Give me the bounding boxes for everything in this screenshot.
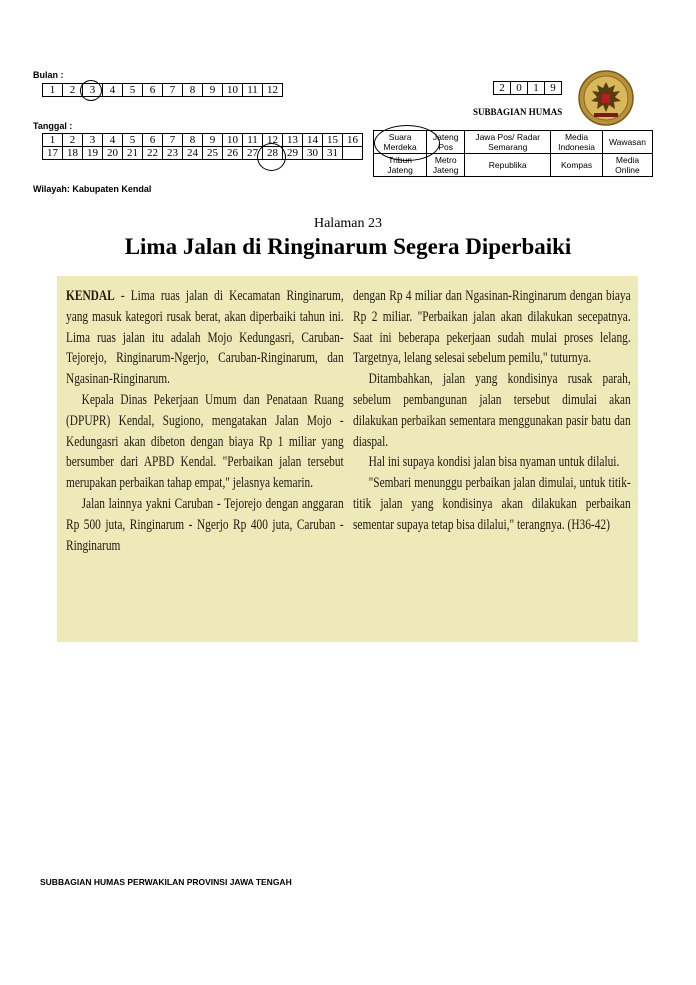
wilayah-label: Wilayah: Kabupaten Kendal: [33, 184, 152, 194]
month-table: [42, 83, 283, 97]
month-cell-12: 12: [263, 84, 283, 97]
date-cell-3: 3: [83, 134, 103, 147]
article-column-1: [66, 286, 344, 556]
year-cell-2: 2: [494, 82, 511, 95]
date-cell-19: 19: [83, 147, 103, 160]
date-cell-21: 21: [123, 147, 143, 160]
paragraph-text: dengan Rp 4 miliar dan Ngasinan-Ringinarum dengan biaya Rp 2 miliar. "Perbaikan jalan akan dilakukan secepatnya. Saat ini beberapa pekerjaan sudah mulai proses lelang. Targetnya, lelang selesai sebelum pemilu," tuturnya.: [353, 288, 631, 367]
date-cell-9: 9: [203, 134, 223, 147]
date-cell-14: 14: [303, 134, 323, 147]
date-cell-6: 6: [143, 134, 163, 147]
media-media-indonesia: Media Indonesia: [551, 131, 603, 154]
year-cell-1: 1: [528, 82, 545, 95]
article-paragraph: [66, 494, 344, 556]
month-cell-10: 10: [223, 84, 243, 97]
paragraph-text: "Sembari menunggu perbaikan jalan dimulai, untuk titik-titik jalan yang kondisinya akan dilakukan perbaikan sementar supaya tetap bisa dilalui," terangnya. (H36-42): [353, 475, 631, 533]
article-paragraph: [353, 286, 631, 369]
article-paragraph: [66, 390, 344, 494]
month-cell-4: 4: [103, 84, 123, 97]
date-cell-25: 25: [203, 147, 223, 160]
paragraph-text: - Lima ruas jalan di Kecamatan Ringinarum, yang masuk kategori rusak berat, akan diperbaiki tahun ini. Lima ruas jalan itu adalah Mojo Kedungasri, Caruban-Tejorejo, Ringinarum-Ngerjo, Caruban-Ringinarum, dan Ngasinan-Ringinarum.: [66, 288, 344, 388]
footer-text: SUBBAGIAN HUMAS PERWAKILAN PROVINSI JAWA TENGAH: [40, 877, 292, 887]
media-suara-merdeka: Suara Merdeka: [374, 131, 427, 154]
month-cell-2: 2: [63, 84, 83, 97]
date-cell-22: 22: [143, 147, 163, 160]
date-cell-29: 29: [283, 147, 303, 160]
dateline: KENDAL: [66, 288, 115, 304]
date-table: [42, 133, 363, 160]
date-cell-28: 28: [263, 147, 283, 160]
year-cell-9: 9: [545, 82, 562, 95]
month-cell-7: 7: [163, 84, 183, 97]
date-cell-12: 12: [263, 134, 283, 147]
date-cell-31: 31: [323, 147, 343, 160]
date-cell-18: 18: [63, 147, 83, 160]
month-cell-9: 9: [203, 84, 223, 97]
month-cell-8: 8: [183, 84, 203, 97]
month-cell-5: 5: [123, 84, 143, 97]
date-cell-7: 7: [163, 134, 183, 147]
year-table: [493, 81, 562, 95]
org-label: SUBBAGIAN HUMAS: [473, 107, 563, 117]
article-column-2: [353, 286, 631, 536]
date-cell-24: 24: [183, 147, 203, 160]
media-wawasan: Wawasan: [602, 131, 652, 154]
month-cell-1: 1: [43, 84, 63, 97]
date-cell-8: 8: [183, 134, 203, 147]
media-kompas: Kompas: [551, 154, 603, 177]
month-cell-6: 6: [143, 84, 163, 97]
date-cell-13: 13: [283, 134, 303, 147]
date-cell-11: 11: [243, 134, 263, 147]
paragraph-text: Ditambahkan, jalan yang kondisinya rusak parah, sebelum pembangunan jalan tersebut dimulai akan dilakukan perbaikan sementara menggunakan pasir batu dan diaspal.: [353, 371, 631, 450]
date-cell-4: 4: [103, 134, 123, 147]
newspaper-clipping: [57, 276, 638, 642]
paragraph-text: Jalan lainnya yakni Caruban - Tejorejo dengan anggaran Rp 500 juta, Ringinarum - Ngerjo Rp 400 juta, Caruban - Ringinarum: [66, 495, 344, 554]
media-jateng-pos: Jateng Pos: [427, 131, 465, 154]
media-republika: Republika: [465, 154, 551, 177]
date-cell-23: 23: [163, 147, 183, 160]
media-jawa-pos: Jawa Pos/ Radar Semarang: [465, 131, 551, 154]
date-cell-10: 10: [223, 134, 243, 147]
paragraph-text: Kepala Dinas Pekerjaan Umum dan Penataan Ruang (DPUPR) Kendal, Sugiono, mengatakan Jalan Mojo - Kedungasri akan dibeton dengan biaya Rp 1 miliar yang bersumber dari APBD Kendal. "Perbaikan jalan tersebut merupakan perbaikan tahap empat," jelasnya kemarin.: [66, 391, 344, 492]
date-cell-17: 17: [43, 147, 63, 160]
article-paragraph: [353, 369, 631, 452]
media-tribun-jateng: Tribun Jateng: [374, 154, 427, 177]
date-cell-5: 5: [123, 134, 143, 147]
date-cell-16: 16: [343, 134, 363, 147]
media-online: Media Online: [602, 154, 652, 177]
paragraph-text: Hal ini supaya kondisi jalan bisa nyaman untuk dilalui.: [368, 454, 620, 471]
garuda-emblem-icon: [578, 70, 634, 126]
media-metro-jateng: Metro Jateng: [427, 154, 465, 177]
selected-media-circle: [374, 125, 440, 161]
month-cell-11: 11: [243, 84, 263, 97]
date-cell-2: 2: [63, 134, 83, 147]
selected-date-circle: [257, 143, 286, 171]
date-cell-blank: [343, 147, 363, 160]
date-cell-15: 15: [323, 134, 343, 147]
date-cell-27: 27: [243, 147, 263, 160]
article-paragraph: [353, 452, 631, 473]
article-paragraph: [66, 286, 344, 390]
article-title: Lima Jalan di Ringinarum Segera Diperbaiki: [124, 234, 572, 259]
selected-month-circle: [80, 80, 102, 101]
year-cell-0: 0: [511, 82, 528, 95]
page-number: Halaman 23: [313, 216, 383, 231]
date-cell-20: 20: [103, 147, 123, 160]
date-cell-26: 26: [223, 147, 243, 160]
date-cell-30: 30: [303, 147, 323, 160]
tanggal-label: Tanggal :: [33, 121, 73, 131]
date-cell-1: 1: [43, 134, 63, 147]
month-cell-3: 3: [83, 84, 103, 97]
article-paragraph: [353, 473, 631, 535]
bulan-label: Bulan :: [33, 70, 64, 80]
